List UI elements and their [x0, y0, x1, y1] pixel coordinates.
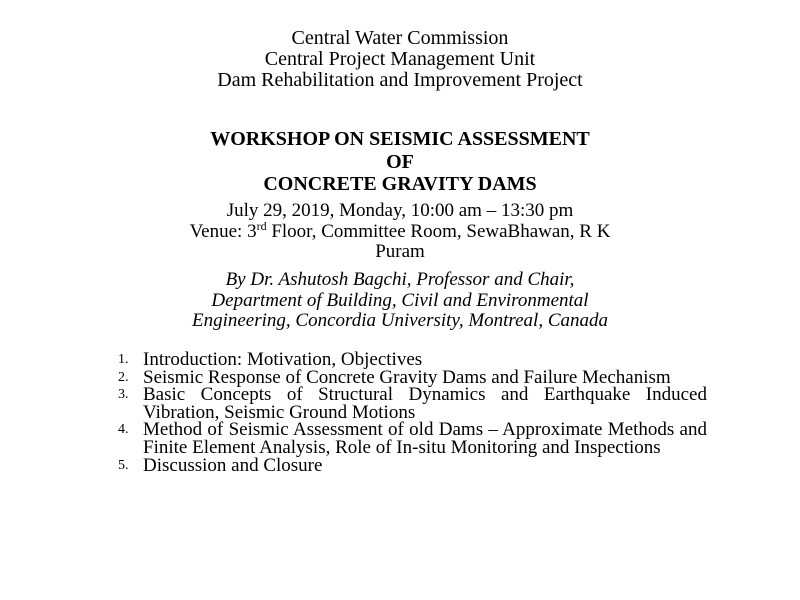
- speaker-line-2: Department of Building, Civil and Environmental: [211, 289, 589, 311]
- organization-name: Central Water Commission: [291, 27, 509, 49]
- project-name: Dam Rehabilitation and Improvement Project: [217, 69, 583, 91]
- venue-ordinal-suffix: rd: [256, 218, 267, 233]
- venue-rest: Floor, Committee Room, SewaBhawan, R K: [266, 220, 611, 242]
- topic-number: 4.: [118, 422, 129, 438]
- speaker-info: [0, 270, 800, 332]
- topic-text: Basic Concepts of Structural Dynamics and Earthquake Induced Vibration, Seismic Ground Motions: [143, 384, 707, 423]
- title-line-1: WORKSHOP ON SEISMIC ASSESSMENT: [210, 128, 590, 150]
- event-venue-line-2: Puram: [375, 241, 425, 262]
- venue-prefix: Venue: 3: [189, 220, 257, 242]
- topic-number: 5.: [118, 457, 129, 473]
- topic-text: Seismic Response of Concrete Gravity Dams and Failure Mechanism: [143, 366, 671, 388]
- speaker-line-3: Engineering, Concordia University, Montreal, Canada: [191, 310, 609, 331]
- event-date-time: July 29, 2019, Monday, 10:00 am – 13:30 pm: [226, 200, 574, 221]
- topic-number: 1.: [118, 352, 129, 367]
- workshop-title: [0, 128, 800, 196]
- topic-item: [115, 386, 707, 421]
- organization-header: [0, 28, 800, 91]
- topic-text: Method of Seismic Assessment of old Dams – Approximate Methods and Finite Element Analysis, Role of In-situ Monitoring and Inspections: [143, 419, 707, 458]
- topic-number: 2.: [118, 369, 129, 385]
- topic-item: [115, 454, 707, 476]
- topic-number: 3.: [118, 387, 129, 403]
- topic-text: Discussion and Closure: [143, 454, 323, 476]
- speaker-line-1: By Dr. Ashutosh Bagchi, Professor and Chair,: [225, 269, 575, 290]
- event-details: [0, 201, 800, 263]
- topic-item: [115, 421, 707, 456]
- topic-text: Introduction: Motivation, Objectives: [143, 349, 423, 370]
- unit-name: Central Project Management Unit: [264, 48, 536, 70]
- title-line-3: CONCRETE GRAVITY DAMS: [263, 173, 537, 195]
- title-line-2: OF: [386, 150, 414, 173]
- event-venue: [0, 218, 800, 243]
- topics-list: [115, 351, 707, 474]
